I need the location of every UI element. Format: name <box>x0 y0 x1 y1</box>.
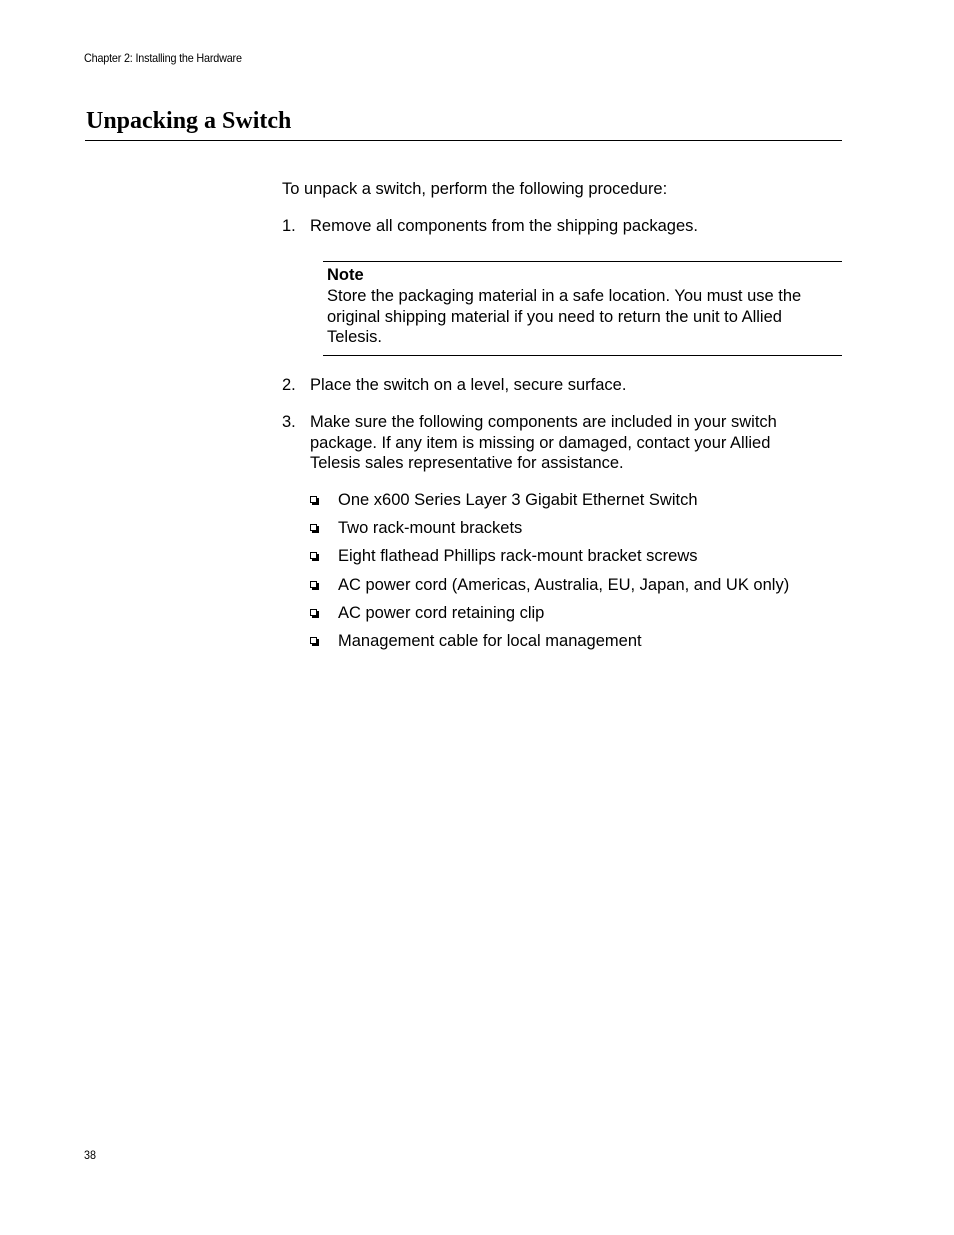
checkbox-bullet-icon <box>310 552 317 559</box>
checkbox-bullet-icon <box>310 524 317 531</box>
step-2 <box>282 375 812 396</box>
checkbox-bullet-icon <box>310 496 317 503</box>
list-item <box>310 631 789 659</box>
checkbox-bullet-icon <box>310 609 317 616</box>
checkbox-bullet-icon <box>310 581 317 588</box>
intro-paragraph: To unpack a switch, perform the following procedure: <box>282 180 668 198</box>
step-text: Remove all components from the shipping packages. <box>310 217 698 235</box>
list-item <box>310 546 789 574</box>
title-rule <box>85 140 842 141</box>
step-1 <box>282 216 812 237</box>
list-item <box>310 490 789 518</box>
step-number: 2. <box>282 376 296 394</box>
step-3 <box>282 412 812 474</box>
step-number: 1. <box>282 217 296 235</box>
section-title: Unpacking a Switch <box>86 108 292 134</box>
list-item-text: Management cable for local management <box>338 631 642 650</box>
list-item <box>310 518 789 546</box>
note-label: Note <box>327 266 364 284</box>
checkbox-bullet-icon <box>310 637 317 644</box>
note-text: Store the packaging material in a safe location. You must use the original shipping material if you need to return the unit to Allied Telesis. <box>327 287 802 346</box>
list-item-text: One x600 Series Layer 3 Gigabit Ethernet Switch <box>338 491 698 509</box>
list-item <box>310 603 789 631</box>
list-item-text: Eight flathead Phillips rack-mount bracket screws <box>338 547 698 566</box>
list-item-text: AC power cord retaining clip <box>338 603 545 622</box>
running-header: Chapter 2: Installing the Hardware <box>84 51 242 65</box>
list-item <box>310 575 789 603</box>
note-box <box>323 261 842 356</box>
list-item-text: Two rack-mount brackets <box>338 519 523 538</box>
step-text: Place the switch on a level, secure surface. <box>310 376 627 394</box>
page-number: 38 <box>84 1148 97 1162</box>
step-text: Make sure the following components are included in your switch package. If any item is missing or damaged, contact your Allied Telesis sales representative for assistance. <box>310 413 777 472</box>
list-item-text: AC power cord (Americas, Australia, EU, Japan, and UK only) <box>338 575 790 594</box>
step-number: 3. <box>282 413 296 431</box>
components-list <box>310 490 789 659</box>
